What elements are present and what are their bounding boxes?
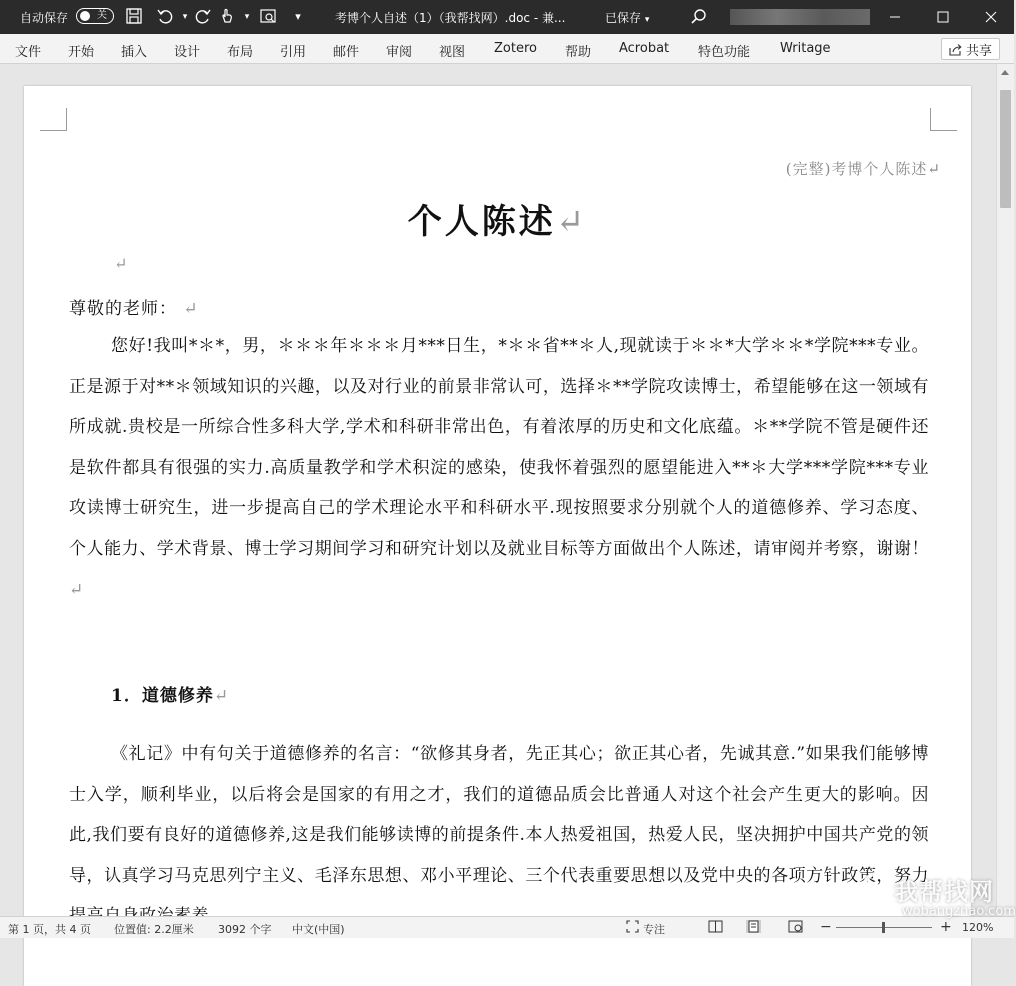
tab-features[interactable]: 特色功能 — [698, 45, 751, 60]
watermark-url: wobangzhao.com — [902, 904, 1016, 919]
touch-dropdown-icon[interactable]: ▾ — [244, 12, 250, 22]
page-count[interactable]: 第 1 页，共 4 页 — [8, 923, 91, 936]
paragraph-mark: ↵ — [69, 579, 84, 600]
status-bar — [0, 916, 1014, 938]
save-icon[interactable] — [125, 7, 145, 27]
zoom-slider-thumb[interactable] — [882, 922, 885, 933]
close-icon[interactable] — [968, 0, 1014, 34]
autosave-toggle[interactable] — [76, 8, 114, 24]
redo-icon[interactable] — [194, 7, 214, 27]
document-title: 考博个人自述（1）（我帮找网）.doc - 兼... — [335, 11, 566, 25]
print-layout-icon[interactable] — [746, 920, 761, 936]
undo-icon[interactable] — [156, 7, 176, 27]
tab-acrobat[interactable]: Acrobat — [619, 41, 670, 56]
section-heading-ethics[interactable]: 1．道德修养↵ — [111, 686, 230, 706]
web-layout-icon[interactable] — [788, 920, 803, 936]
document-page[interactable] — [24, 86, 971, 986]
read-mode-icon[interactable] — [708, 920, 723, 936]
empty-paragraph-mark[interactable]: ↵ — [114, 254, 128, 273]
search-icon[interactable] — [690, 8, 710, 28]
tab-review[interactable]: 审阅 — [386, 45, 413, 60]
tab-writage[interactable]: Writage — [780, 41, 831, 56]
tab-insert[interactable]: 插入 — [121, 45, 148, 60]
zoom-out-icon[interactable]: − — [820, 919, 832, 935]
tab-layout[interactable]: 布局 — [227, 45, 254, 60]
scrollbar-thumb[interactable] — [1000, 90, 1011, 208]
toggle-knob — [80, 11, 90, 21]
body-paragraph-intro[interactable]: 您好!我叫*＊*，男，＊＊＊年＊＊＊月***日生，*＊＊省**＊人,现就读于＊＊*大学＊＊*学院***专业。正是源于对**＊领域知识的兴趣，以及对行业的前景非常认可，选择＊**学院攻读博士，希望能够在这一领域有所成就.贵校是一所综合性多科大学,学术和科研非常出色，有着浓厚的历史和文化底蕴。＊**学院不管是硬件还是软件都具有很强的实力.高质量教学和学术积淀的感染，使我怀着强烈的愿望能进入**＊大学***学院***专业攻读博士研究生，进一步提高自己的学术理论水平和科研水平.现按照要求分别就个人的道德修养、学习态度、个人能力、学术背景、博士学习期间学习和研究计划以及就业目标等方面做出个人陈述，请审阅并考察，谢谢！ ↵ — [69, 336, 929, 600]
cursor-position[interactable]: 位置值: 2.2厘米 — [114, 923, 194, 936]
zoom-level[interactable]: 120% — [962, 921, 994, 934]
tab-zotero[interactable]: Zotero — [494, 41, 537, 56]
tab-design[interactable]: 设计 — [174, 45, 201, 60]
paragraph-mark: ↵ — [183, 299, 199, 319]
share-label: 共享 — [965, 43, 992, 59]
tab-mailings[interactable]: 邮件 — [333, 45, 360, 60]
watermark-text: 我帮找网 — [894, 878, 994, 906]
page-header-text[interactable]: (完整)考博个人陈述↵ — [785, 160, 941, 178]
margin-corner-top-left — [40, 108, 67, 131]
tab-view[interactable]: 视图 — [439, 45, 466, 60]
saved-status[interactable]: 已保存 ▾ — [605, 11, 650, 25]
tab-references[interactable]: 引用 — [280, 45, 307, 60]
focus-label[interactable]: 专注 — [643, 923, 665, 936]
ribbon-tab-bar — [0, 34, 1014, 64]
salutation-text[interactable]: 尊敬的老师： ↵ — [69, 299, 199, 319]
tab-file[interactable]: 文件 — [15, 45, 42, 60]
print-preview-icon[interactable] — [259, 7, 279, 27]
title-bar — [0, 0, 1014, 34]
focus-icon[interactable] — [626, 920, 639, 936]
scroll-up-icon[interactable] — [1001, 70, 1009, 75]
document-title-heading[interactable]: 个人陈述↵ — [407, 202, 588, 242]
autosave-label: 自动保存 — [20, 11, 69, 25]
customize-toolbar-icon[interactable]: ▾ — [295, 10, 301, 23]
saved-dropdown-icon: ▾ — [644, 15, 650, 25]
paragraph-mark: ↵ — [555, 202, 588, 242]
maximize-icon[interactable] — [920, 0, 966, 34]
user-account[interactable] — [730, 9, 870, 25]
margin-corner-top-right — [930, 108, 957, 131]
zoom-in-icon[interactable]: + — [940, 919, 952, 935]
tab-help[interactable]: 帮助 — [565, 45, 592, 60]
language-indicator[interactable]: 中文(中国) — [292, 923, 345, 936]
touch-mode-icon[interactable] — [218, 7, 238, 27]
autosave-state: 关 — [97, 10, 107, 21]
document-canvas[interactable] — [0, 64, 996, 916]
paragraph-mark: ↵ — [213, 686, 230, 706]
undo-dropdown-icon[interactable]: ▾ — [182, 12, 188, 22]
share-button[interactable] — [941, 38, 1000, 60]
share-icon — [949, 43, 962, 56]
minimize-icon[interactable] — [872, 0, 918, 34]
tab-home[interactable]: 开始 — [68, 45, 95, 60]
body-paragraph-ethics[interactable]: 《礼记》中有句关于道德修养的名言：“欲修其身者，先正其心；欲正其心者，先诚其意.”如果我们能够博士入学，顺利毕业，以后将会是国家的有用之才，我们的道德品质会比普通人对这个社会产生更大的影响。因此,我们要有良好的道德修养,这是我们能够读博的前提条件.本人热爱祖国，热爱人民，坚决拥护中国共产党的领导，认真学习马克思列宁主义、毛泽东思想、邓小平理论、三个代表重要思想以及党中央的各项方针政策，努力 — [69, 744, 929, 886]
vertical-scrollbar[interactable] — [996, 64, 1014, 916]
word-count[interactable]: 3092 个字 — [218, 923, 272, 936]
